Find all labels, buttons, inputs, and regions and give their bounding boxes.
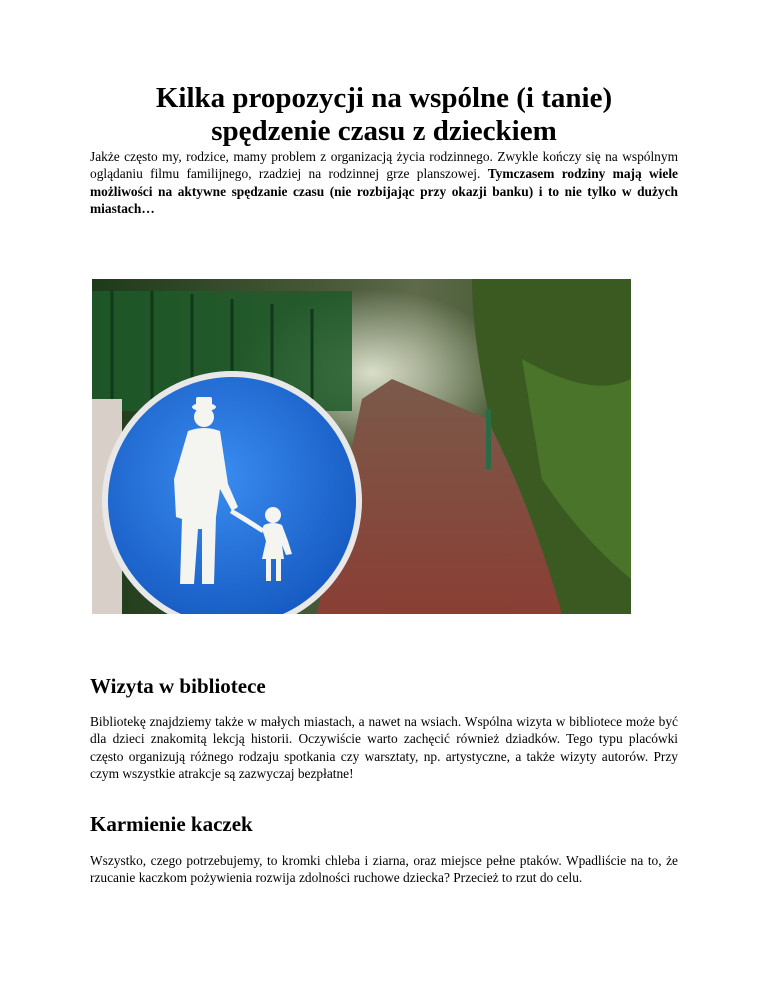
intro-paragraph <box>90 148 678 218</box>
title-line-1: Kilka propozycji na wspólne (i tanie) <box>155 82 613 114</box>
document-title <box>90 82 678 148</box>
pedestrian-sign-photo <box>92 279 631 614</box>
document-page <box>90 82 678 218</box>
section-text-ducks: Wszystko, czego potrzebujemy, to kromki chleba i ziarna, oraz miejsce pełne ptaków. Wpadliście na to, że rzucanie kaczkom pożywienia rozwija zdolności ruchowe dziecka? Przecież to rzut do celu. <box>90 853 678 886</box>
section-heading-library: Wizyta w bibliotece <box>90 674 266 698</box>
intro-plain-text: Jakże często my, rodzice, mamy problem z organizacją życia rodzinnego. Zwykle kończy się na wspólnym oglądaniu filmu familijnego, rzadziej na rodzinnej grze planszowej. <box>90 149 678 182</box>
title-line-2: spędzenie czasu z dzieckiem <box>211 115 557 147</box>
intro-bold-text: Tymczasem rodziny mają wiele możliwości na aktywne spędzanie czasu (nie rozbijając przy okazji banku) i to nie tylko w dużych miastach… <box>90 166 678 217</box>
section-text-library: Bibliotekę znajdziemy także w małych miastach, a nawet na wsiach. Wspólna wizyta w bibliotece może być dla dzieci znakomitą lekcją historii. Oczywiście warto zachęcić również dziadków. Tego typu placówki często organizują różnego rodzaju spotkania czy warsztaty, np. artystyczne, a także wizyty autorów. Przy czym wszystkie atrakcje są zazwyczaj bezpłatne! <box>90 714 678 782</box>
section-heading-ducks: Karmienie kaczek <box>90 812 253 836</box>
